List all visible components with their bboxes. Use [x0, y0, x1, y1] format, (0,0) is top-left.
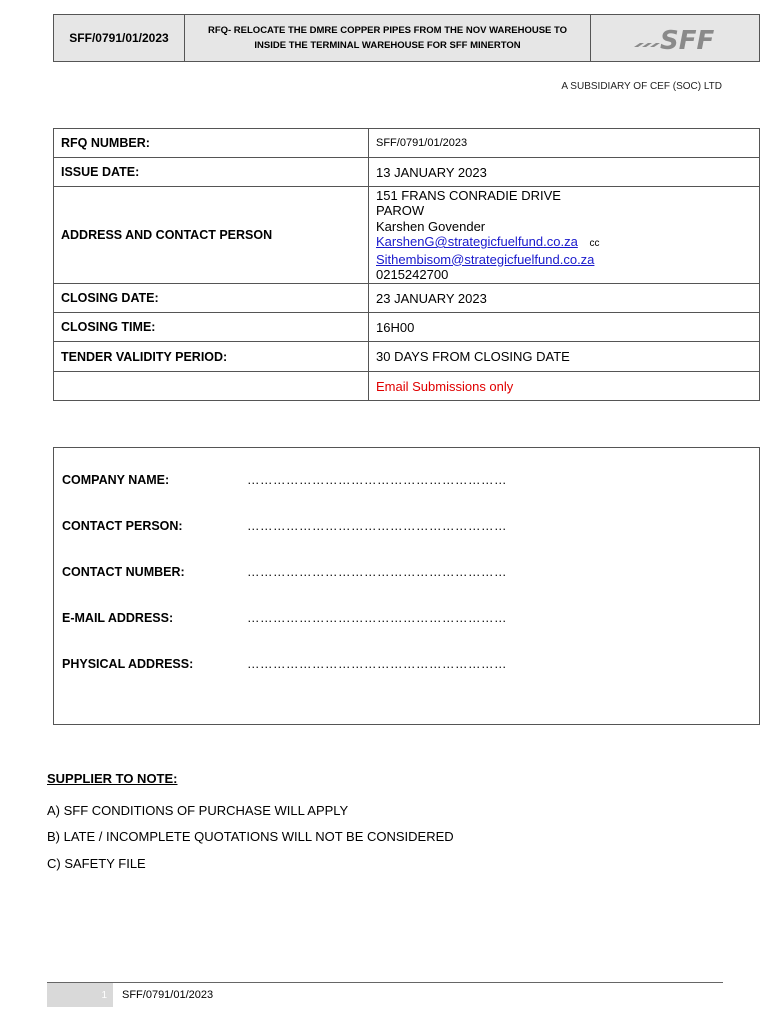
- sff-logo-icon: [630, 21, 720, 55]
- address-line1: 151 FRANS CONRADIE DRIVE: [376, 187, 561, 203]
- empty-cell: [54, 372, 369, 401]
- contact-number-field[interactable]: ……………………………………………………: [247, 565, 507, 579]
- document-header: [53, 14, 760, 62]
- rfq-info-table: [53, 128, 760, 401]
- address-value: [369, 187, 760, 284]
- header-title: [185, 15, 591, 61]
- closing-date-label: CLOSING DATE:: [54, 284, 369, 313]
- footer-page-number: 1: [47, 983, 113, 1007]
- note-item-b: B) LATE / INCOMPLETE QUOTATIONS WILL NOT BE CONSIDERED: [47, 829, 454, 844]
- company-name-label: COMPANY NAME:: [62, 473, 170, 487]
- header-title-line2: INSIDE THE TERMINAL WAREHOUSE FOR SFF MINERTON: [254, 40, 521, 51]
- email-address-field[interactable]: ……………………………………………………: [247, 611, 507, 625]
- address-line2: PAROW: [376, 203, 425, 218]
- table-row: [54, 129, 760, 158]
- cc-label: cc: [589, 238, 600, 249]
- contact-person-field[interactable]: ……………………………………………………: [247, 519, 507, 533]
- submission-note: Email Submissions only: [369, 372, 760, 401]
- table-row: [54, 187, 760, 284]
- sff-logo-text: SFF: [660, 26, 715, 55]
- supplier-details-form: [53, 447, 760, 725]
- table-row: [54, 158, 760, 187]
- company-name-field[interactable]: ……………………………………………………: [247, 473, 507, 487]
- validity-label: TENDER VALIDITY PERIOD:: [54, 342, 369, 372]
- issue-date-label: ISSUE DATE:: [54, 158, 369, 187]
- table-row: [54, 372, 760, 401]
- contact-number-label: CONTACT NUMBER:: [62, 565, 185, 579]
- note-item-c: C) SAFETY FILE: [47, 856, 146, 871]
- header-title-line1: RFQ- RELOCATE THE DMRE COPPER PIPES FROM THE NOV WAREHOUSE TO: [207, 25, 568, 36]
- rfq-number-value: SFF/0791/01/2023: [369, 129, 760, 158]
- subsidiary-note: A SUBSIDIARY OF CEF (SOC) LTD: [561, 81, 722, 92]
- contact-person-label: CONTACT PERSON:: [62, 519, 183, 533]
- table-row: [54, 313, 760, 342]
- physical-address-field[interactable]: ……………………………………………………: [247, 657, 507, 671]
- closing-time-value: 16H00: [369, 313, 760, 342]
- issue-date-value: 13 JANUARY 2023: [369, 158, 760, 187]
- validity-value: 30 DAYS FROM CLOSING DATE: [369, 342, 760, 372]
- closing-time-label: CLOSING TIME:: [54, 313, 369, 342]
- supplier-note-heading: SUPPLIER TO NOTE:: [47, 771, 178, 786]
- footer-reference: SFF/0791/01/2023: [122, 989, 214, 1001]
- email-link-secondary[interactable]: Sithembisom@strategicfuelfund.co.za: [376, 251, 595, 267]
- table-row: [54, 284, 760, 313]
- header-reference: SFF/0791/01/2023: [54, 15, 185, 61]
- contact-name: Karshen Govender: [376, 218, 486, 234]
- physical-address-label: PHYSICAL ADDRESS:: [62, 657, 194, 671]
- sff-logo: [591, 15, 759, 61]
- rfq-number-label: RFQ NUMBER:: [54, 129, 369, 158]
- table-row: [54, 342, 760, 372]
- email-address-label: E-MAIL ADDRESS:: [62, 611, 174, 625]
- address-label: ADDRESS AND CONTACT PERSON: [54, 187, 369, 284]
- footer-divider: [47, 982, 723, 983]
- closing-date-value: 23 JANUARY 2023: [369, 284, 760, 313]
- contact-phone: 0215242700: [376, 267, 449, 282]
- note-item-a: A) SFF CONDITIONS OF PURCHASE WILL APPLY: [47, 803, 349, 818]
- email-link-primary[interactable]: KarshenG@strategicfuelfund.co.za: [376, 234, 578, 249]
